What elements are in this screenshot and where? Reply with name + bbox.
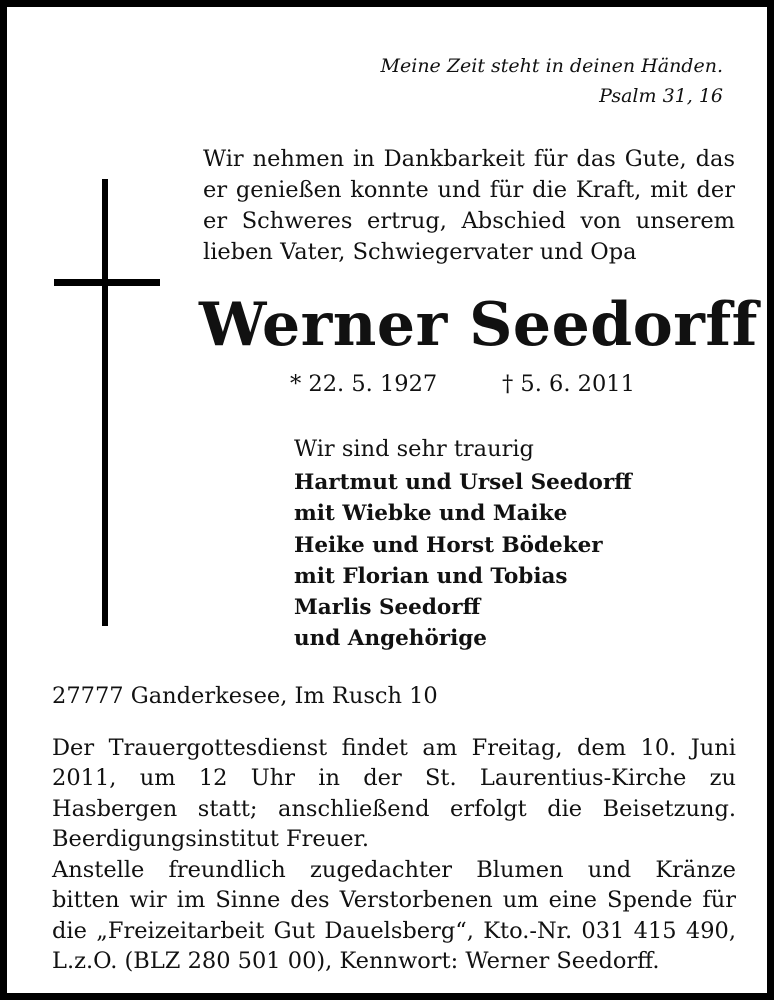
donation-line: bitten wir im Sinne des Verstorbenen um eine Spende für	[52, 887, 736, 914]
cross-icon-vertical-bar	[102, 179, 108, 626]
donation-line: Anstelle freundlich zugedachter Blumen und Kränze	[52, 857, 736, 883]
intro-line: Wir nehmen in Dankbarkeit für das Gute, das	[203, 146, 735, 172]
service-line: 2011, um 12 Uhr in der St. Laurentius-Kirche zu	[52, 765, 736, 792]
birth-date: * 22. 5. 1927	[290, 371, 438, 397]
intro-line: lieben Vater, Schwiegervater und Opa	[203, 239, 637, 265]
relative-line: Hartmut und Ursel Seedorff	[294, 470, 632, 495]
intro-line: er Schweres ertrug, Abschied von unserem	[203, 208, 735, 234]
death-date: † 5. 6. 2011	[502, 371, 635, 397]
intro-text	[203, 144, 735, 268]
relative-line: mit Wiebke und Maike	[294, 501, 568, 527]
family-address: 27777 Ganderkesee, Im Rusch 10	[52, 683, 438, 709]
service-line: Hasbergen statt; anschließend erfolgt die Beisetzung.	[52, 795, 736, 822]
service-line: Beerdigungsinstitut Freuer.	[52, 825, 369, 852]
donation-line: L.z.O. (BLZ 280 501 00), Kennwort: Werner Seedorff.	[52, 947, 660, 974]
relatives-list	[294, 467, 632, 655]
service-notice	[52, 733, 736, 854]
relative-line: mit Florian und Tobias	[294, 563, 568, 589]
relative-line: Marlis Seedorff	[294, 595, 481, 621]
donation-line: die „Freizeitarbeit Gut Dauelsberg“, Kto.-Nr. 031 415 490,	[52, 917, 736, 944]
motto-verse: Meine Zeit steht in deinen Händen.	[380, 55, 723, 77]
motto-reference: Psalm 31, 16	[599, 85, 723, 107]
donation-notice	[52, 855, 736, 976]
relative-line: und Angehörige	[294, 626, 487, 652]
intro-line: er genießen konnte und für die Kraft, mit der	[203, 177, 735, 203]
relative-line: Heike und Horst Bödeker	[294, 532, 603, 558]
cross-icon-horizontal-bar	[54, 279, 160, 286]
deceased-name: Werner Seedorff	[199, 290, 758, 360]
bible-motto	[381, 51, 723, 111]
mourning-statement: Wir sind sehr traurig	[294, 436, 534, 462]
service-line: Der Trauergottesdienst findet am Freitag, dem 10. Juni	[52, 735, 736, 761]
